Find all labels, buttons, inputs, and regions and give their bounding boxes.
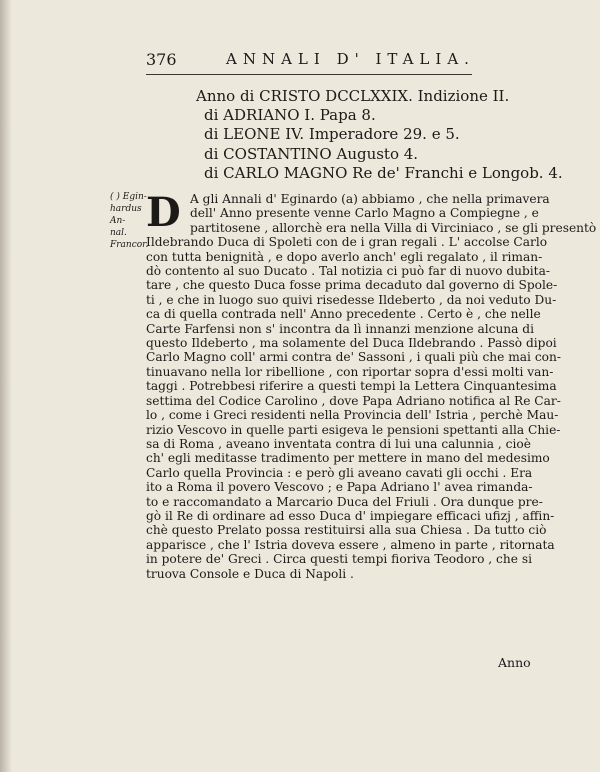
text-line: Carlo quella Provincia : e però gli aveano cavati gli occhi . Era: [146, 465, 533, 480]
text-line: A gli Annali d' Eginardo (a) abbiamo , che nella primavera: [190, 192, 550, 206]
dating-line: di COSTANTINO Augusto 4.: [204, 144, 419, 163]
text-line: chè questo Prelato possa restituirsi alla sua Chiesa . Da tutto ciò: [146, 523, 547, 538]
drop-cap-initial: D: [146, 189, 181, 236]
text-line: dell' Anno presente venne Carlo Magno a Compiegne , e: [190, 206, 539, 221]
dating-line: di CARLO MAGNO Re de' Franchi e Longob. 4.: [204, 163, 563, 182]
header-rule: [146, 74, 472, 75]
text-line: gò il Re di ordinare ad esso Duca d' impiegare efficaci ufizj , affin-: [146, 508, 555, 523]
text-line: ito a Roma il povero Vescovo ; e Papa Adriano l' avea rimanda-: [146, 480, 533, 495]
text-line: in potere de' Greci . Circa questi tempi fioriva Teodoro , che si: [146, 552, 532, 567]
text-line: taggi . Potrebbesi riferire a questi tempi la Lettera Cinquantesima: [146, 379, 557, 394]
text-line: sa di Roma , aveano inventata contra di lui una calunnia , cioè: [146, 436, 531, 451]
text-line: questo Ildeberto , ma solamente del Duca Ildebrando . Passò dipoi: [146, 336, 557, 351]
text-line: apparisce , che l' Istria doveva essere , almeno in parte , ritornata: [146, 537, 555, 552]
marginal-note: [110, 191, 150, 251]
catchword: Anno: [498, 655, 531, 670]
text-line: tare , che questo Duca fosse prima decaduto dal governo di Spole-: [146, 278, 558, 293]
dating-line: di LEONE IV. Imperadore 29. e 5.: [204, 125, 460, 144]
text-line: Ildebrando Duca di Spoleti con de i gran regali . L' accolse Carlo: [146, 235, 548, 250]
text-line: tinuavano nella lor ribellione , con riportar sopra d'essi molti van-: [146, 364, 554, 379]
page-gutter-shadow: [0, 0, 12, 772]
text-line: Carlo Magno coll' armi contra de' Sassoni , i quali più che mai con-: [146, 350, 561, 365]
text-line: con tutta benignità , e dopo averlo anch' egli regalato , il riman-: [146, 249, 543, 264]
marginal-note-line: ( ) Egin-: [110, 192, 147, 202]
text-line: ca di quella contrada nell' Anno precedente . Certo è , che nelle: [146, 307, 541, 322]
text-line: dò contento al suo Ducato . Tal notizia ci può far di nuovo dubita-: [146, 264, 550, 279]
marginal-note-line: hardus An-: [110, 204, 142, 226]
text-line: lo , come i Greci residenti nella Provincia dell' Istria , perchè Mau-: [146, 408, 559, 423]
dating-line: di ADRIANO I. Papa 8.: [204, 106, 376, 125]
text-line: Carte Farfensi non s' incontra da lì innanzi menzione alcuna di: [146, 321, 534, 336]
text-line: rizio Vescovo in quelle parti esigeva le pensioni spettanti alla Chie-: [146, 422, 561, 437]
text-line: partitosene , allorchè era nella Villa di Virciniaco , se gli presentò: [190, 220, 597, 235]
text-line: ti , e che in luogo suo quivi risedesse Ildeberto , da noi veduto Du-: [146, 292, 557, 307]
body-paragraph: [146, 189, 597, 581]
page-number: 376: [146, 50, 177, 69]
text-line: to e raccomandato a Marcario Duca del Friuli . Ora dunque pre-: [146, 494, 543, 509]
year-dating-block: [196, 87, 563, 183]
text-line: truova Console e Duca di Napoli .: [146, 566, 354, 581]
marginal-note-line: nal. Francor.: [110, 228, 149, 250]
page-header: [146, 50, 476, 72]
running-title: ANNALI D' ITALIA.: [226, 50, 475, 68]
dating-line: Anno di CRISTO DCCLXXIX. Indizione II.: [196, 87, 510, 105]
text-line: ch' egli meditasse tradimento per mettere in mano del medesimo: [146, 451, 550, 466]
text-line: settima del Codice Carolino , dove Papa Adriano notifica al Re Car-: [146, 393, 561, 408]
